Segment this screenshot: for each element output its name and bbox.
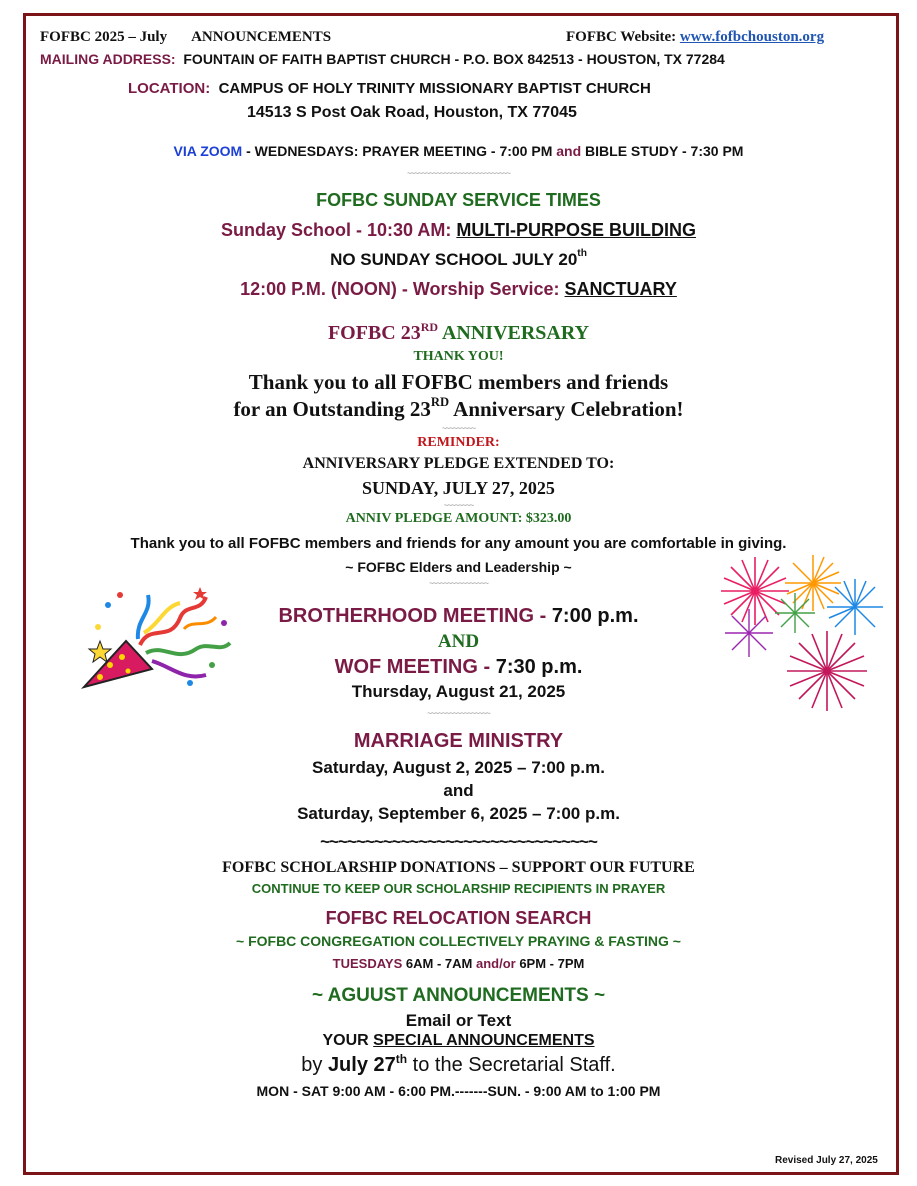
anniversary-heading: FOFBC 23RD ANNIVERSARY <box>327 320 590 344</box>
brotherhood-meeting: BROTHERHOOD MEETING - 7:00 p.m. <box>278 605 639 627</box>
marriage-and: and <box>443 781 474 800</box>
special-announcements-line: YOUR SPECIAL ANNOUNCEMENTS <box>322 1032 595 1049</box>
service-times-heading: FOFBC SUNDAY SERVICE TIMES <box>316 190 601 210</box>
marriage-date-2: Saturday, September 6, 2025 – 7:00 p.m. <box>297 804 620 823</box>
relocation-times: TUESDAYS 6AM - 7AM and/or 6PM - 7PM <box>332 956 585 971</box>
no-sunday-school: NO SUNDAY SCHOOL JULY 20th <box>330 248 587 269</box>
website-link[interactable]: www.fofbchouston.org <box>679 29 825 45</box>
website-line: FOFBC Website: www.fofbchouston.org <box>566 29 825 45</box>
divider: ~~~~~~~~~~~~~~~~~~~~~~~~~~~~ <box>407 169 510 178</box>
tilde-divider: ~~~~~~~~~~~~~~~~~~~~~~~~~~~~~~~ <box>320 832 597 851</box>
pledge-line-2: SUNDAY, JULY 27, 2025 <box>362 478 555 498</box>
thanks-line-1: Thank you to all FOFBC members and friends <box>248 370 669 394</box>
scholarship-sub: CONTINUE TO KEEP OUR SCHOLARSHIP RECIPIENTS IN PRAYER <box>251 881 666 896</box>
divider: ~~~~~~~~~~~~~~~~ <box>429 579 488 588</box>
reminder-label: REMINDER: <box>417 435 500 450</box>
zoom-line: VIA ZOOM - WEDNESDAYS: PRAYER MEETING - 7:00 PM and BIBLE STUDY - 7:30 PM <box>173 143 744 159</box>
relocation-sub: ~ FOFBC CONGREGATION COLLECTIVELY PRAYING & FASTING ~ <box>236 933 681 949</box>
location-line: LOCATION: CAMPUS OF HOLY TRINITY MISSIONARY BAPTIST CHURCH <box>128 80 651 97</box>
worship-line: 12:00 P.M. (NOON) - Worship Service: SANCTUARY <box>240 279 677 299</box>
giving-thanks: Thank you to all FOFBC members and friends for any amount you are comfortable in giving. <box>130 535 787 552</box>
mailing-address: MAILING ADDRESS: FOUNTAIN OF FAITH BAPTIST CHURCH - P.O. BOX 842513 - HOUSTON, TX 77284 <box>40 51 725 67</box>
address-line: 14513 S Post Oak Road, Houston, TX 77045 <box>247 104 577 121</box>
divider: ~~~~~~~~~ <box>441 424 476 433</box>
brotherhood-date: Thursday, August 21, 2025 <box>351 682 566 701</box>
relocation-heading: FOFBC RELOCATION SEARCH <box>325 908 592 928</box>
scholarship-heading: FOFBC SCHOLARSHIP DONATIONS – SUPPORT OUR FUTURE <box>222 859 695 876</box>
marriage-heading: MARRIAGE MINISTRY <box>353 730 564 752</box>
pledge-line-1: ANNIVERSARY PLEDGE EXTENDED TO: <box>302 455 615 472</box>
pledge-amount: ANNIV PLEDGE AMOUNT: $323.00 <box>345 511 572 526</box>
wof-meeting: WOF MEETING - 7:30 p.m. <box>334 656 583 678</box>
leadership-signature: ~ FOFBC Elders and Leadership ~ <box>345 559 572 575</box>
thanks-line-2: for an Outstanding 23RD Anniversary Celebration! <box>233 395 684 421</box>
marriage-date-1: Saturday, August 2, 2025 – 7:00 p.m. <box>312 758 605 777</box>
office-hours: MON - SAT 9:00 AM - 6:00 PM.-------SUN. - 9:00 AM to 1:00 PM <box>256 1083 661 1099</box>
divider: ~~~~~~~~~~~~~~~~~ <box>427 709 490 718</box>
and-label: AND <box>437 631 480 652</box>
sunday-school-line: Sunday School - 10:30 AM: MULTI-PURPOSE BUILDING <box>220 220 697 240</box>
revised-date: Revised July 27, 2025 <box>775 1155 878 1166</box>
august-heading: ~ AGUUST ANNOUNCEMENTS ~ <box>311 985 606 1006</box>
header-title: FOFBC 2025 – July ANNOUNCEMENTS <box>40 29 332 45</box>
deadline-line: by July 27th to the Secretarial Staff. <box>301 1052 616 1076</box>
thank-you: THANK YOU! <box>413 349 504 364</box>
email-or-text: Email or Text <box>405 1011 512 1030</box>
divider: ~~~~~~~~ <box>443 501 474 510</box>
